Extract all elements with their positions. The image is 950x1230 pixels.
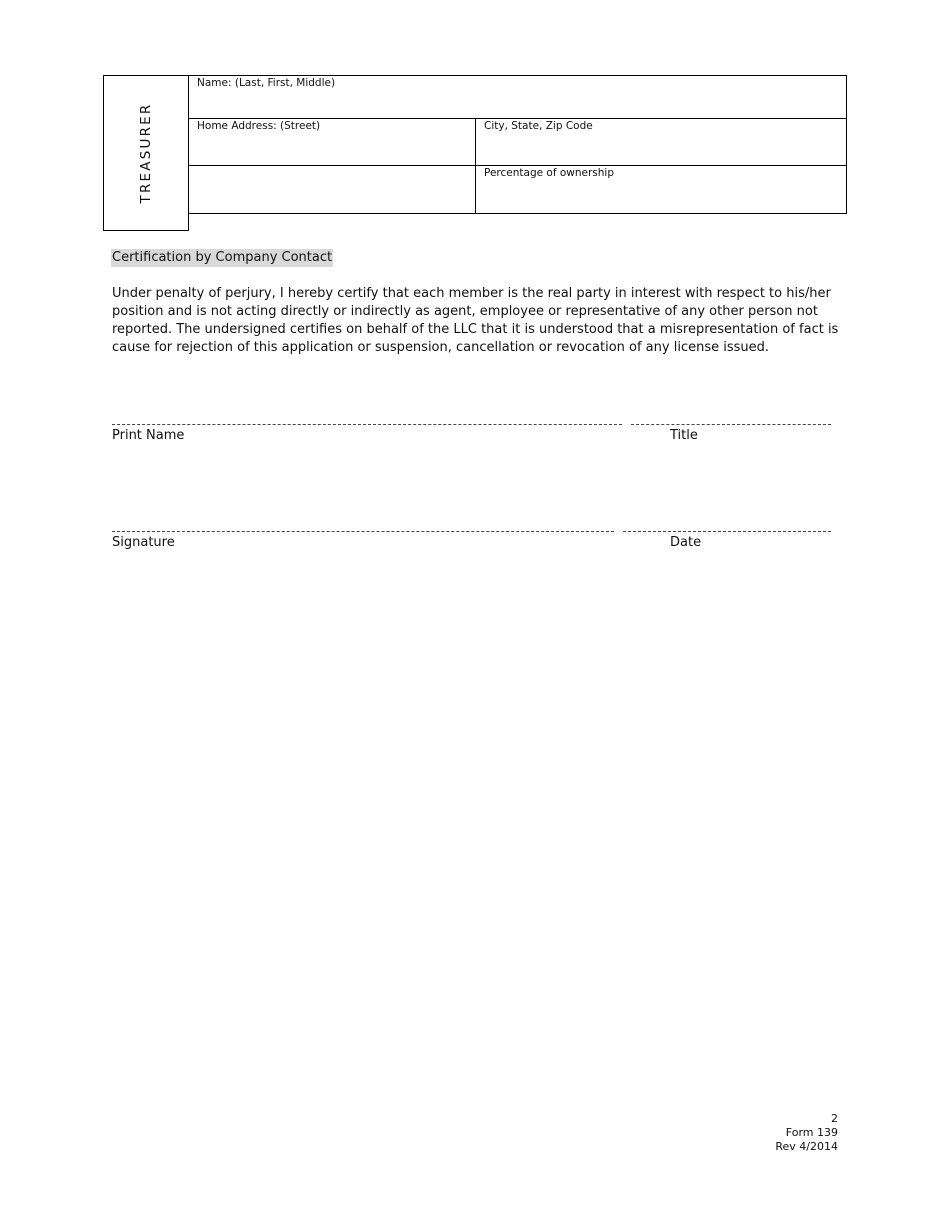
form-number: Form 139: [785, 1126, 838, 1139]
page-number: 2: [831, 1112, 838, 1125]
home-address-field[interactable]: [188, 118, 476, 166]
title-label: Title: [670, 428, 698, 443]
city-state-zip-field[interactable]: [475, 118, 847, 166]
title-line[interactable]: [631, 424, 831, 425]
certification-heading: Certification by Company Contact: [112, 250, 333, 265]
address-continuation-field[interactable]: [188, 165, 476, 214]
percentage-ownership-label: Percentage of ownership: [484, 167, 615, 179]
home-address-label: Home Address: (Street): [197, 120, 321, 132]
signature-line[interactable]: [112, 531, 614, 532]
city-state-zip-label: City, State, Zip Code: [484, 120, 593, 132]
name-field[interactable]: [188, 75, 847, 119]
page-footer: [775, 1112, 838, 1154]
percentage-ownership-field[interactable]: [475, 165, 847, 214]
role-label: TREASURER: [138, 102, 154, 204]
name-field-label: Name: (Last, First, Middle): [197, 77, 336, 89]
certification-text: Under penalty of perjury, I hereby certify that each member is the real party in interest with respect to his/her position and is not acting directly or indirectly as agent, employee or representative of any other person not reported. The undersigned certifies on behalf of the LLC that it is understood that a misrepresentation of fact is cause for rejection of this application or suspension, cancellation or revocation of any license issued.: [112, 286, 839, 355]
signature-label: Signature: [112, 535, 175, 550]
role-side-box: [103, 75, 189, 231]
print-name-label: Print Name: [112, 428, 185, 443]
revision-date: Rev 4/2014: [775, 1140, 838, 1153]
print-name-line[interactable]: [112, 424, 622, 425]
date-label: Date: [670, 535, 702, 550]
date-line[interactable]: [623, 531, 831, 532]
